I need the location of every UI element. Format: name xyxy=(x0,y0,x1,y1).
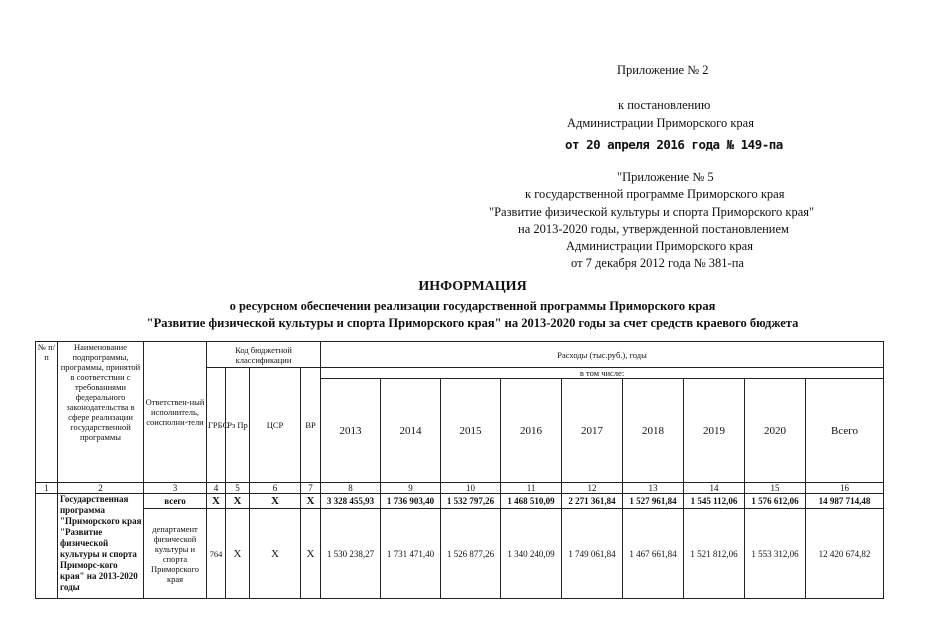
index-cell: 6 xyxy=(250,483,301,494)
rzpr-cell: X xyxy=(226,494,250,509)
col-head-total: Всего xyxy=(806,379,884,483)
value-cell: 12 420 674,82 xyxy=(806,509,884,599)
value-cell: 1 521 812,06 xyxy=(684,509,745,599)
appendix-label: Приложение № 2 xyxy=(617,63,709,77)
value-cell: 1 527 961,84 xyxy=(623,494,684,509)
index-cell: 12 xyxy=(562,483,623,494)
vr-cell: X xyxy=(301,509,321,599)
resource-table xyxy=(35,341,884,599)
document-subtitle-1: о ресурсном обеспечении реализации государственной программы Приморского края xyxy=(229,299,716,313)
value-cell: 3 328 455,93 xyxy=(321,494,381,509)
index-cell: 15 xyxy=(745,483,806,494)
value-cell: 1 532 797,26 xyxy=(441,494,501,509)
index-cell: 1 xyxy=(36,483,58,494)
col-head-year: 2020 xyxy=(745,379,806,483)
value-cell: 1 340 240,09 xyxy=(501,509,562,599)
index-cell: 2 xyxy=(58,483,144,494)
index-cell: 9 xyxy=(381,483,441,494)
value-cell: 2 271 361,84 xyxy=(562,494,623,509)
index-cell: 3 xyxy=(144,483,207,494)
document-title: ИНФОРМАЦИЯ xyxy=(418,279,527,294)
value-cell: 1 576 612,06 xyxy=(745,494,806,509)
grbs-cell: X xyxy=(207,494,226,509)
index-cell: 10 xyxy=(441,483,501,494)
csr-cell: X xyxy=(250,509,301,599)
col-head-year: 2019 xyxy=(684,379,745,483)
csr-cell: X xyxy=(250,494,301,509)
col-head-csr: ЦСР xyxy=(250,368,301,483)
resp-total-cell: всего xyxy=(144,494,207,509)
col-head-grbs: ГРБС xyxy=(207,368,226,483)
index-cell: 4 xyxy=(207,483,226,494)
value-cell: 1 749 061,84 xyxy=(562,509,623,599)
value-cell: 1 553 312,06 xyxy=(745,509,806,599)
index-cell: 5 xyxy=(226,483,250,494)
index-cell: 16 xyxy=(806,483,884,494)
col-head-year: 2013 xyxy=(321,379,381,483)
to-resolution-label: к постановлению xyxy=(618,98,711,112)
value-cell: 1 467 661,84 xyxy=(623,509,684,599)
rzpr-cell: X xyxy=(226,509,250,599)
col-head-rzpr: Рз Пр xyxy=(226,368,250,483)
resp-dept-cell: департамент физической культуры и спорта Приморского края xyxy=(144,509,207,599)
col-head-vr: ВР xyxy=(301,368,321,483)
col-head-year: 2016 xyxy=(501,379,562,483)
index-cell: 11 xyxy=(501,483,562,494)
col-head-num: № п/п xyxy=(36,342,58,483)
to-program-label: к государственной программе Приморского края xyxy=(525,187,785,201)
years-approved-label: на 2013-2020 годы, утвержденной постановлением xyxy=(518,222,789,236)
col-head-name: Наименование подпрограммы, программы, принятой в соответствии с требованиями федерального законодательства в сфере реализации государственной программы xyxy=(58,342,144,483)
index-cell: 8 xyxy=(321,483,381,494)
document-subtitle-2: "Развитие физической культуры и спорта Приморского края" на 2013-2020 годы за счет средств краевого бюджета xyxy=(146,316,799,330)
value-cell: 1 545 112,06 xyxy=(684,494,745,509)
col-head-budget-code: Код бюджетной классификации xyxy=(207,342,321,368)
decree-label: от 20 апреля 2016 года № 149-па xyxy=(565,137,783,152)
table-row-dept xyxy=(36,509,884,599)
row-num-cell xyxy=(36,494,58,599)
administration-label: Администрации Приморского края xyxy=(567,116,754,130)
value-cell: 1 731 471,40 xyxy=(381,509,441,599)
value-cell: 1 468 510,09 xyxy=(501,494,562,509)
col-head-year: 2014 xyxy=(381,379,441,483)
col-head-including: в том числе: xyxy=(321,368,884,379)
administration2-label: Администрации Приморского края xyxy=(566,239,753,253)
col-head-resp: Ответствен-ный исполнитель, соисполни-тели xyxy=(144,342,207,483)
grbs-cell: 764 xyxy=(207,509,226,599)
appendix5-label: "Приложение № 5 xyxy=(617,170,714,184)
col-head-expenses: Расходы (тыс.руб.), годы xyxy=(321,342,884,368)
value-cell: 1 526 877,26 xyxy=(441,509,501,599)
vr-cell: X xyxy=(301,494,321,509)
col-head-year: 2015 xyxy=(441,379,501,483)
value-cell: 14 987 714,48 xyxy=(806,494,884,509)
value-cell: 1 736 903,40 xyxy=(381,494,441,509)
value-cell: 1 530 238,27 xyxy=(321,509,381,599)
index-row xyxy=(36,483,884,494)
col-head-year: 2017 xyxy=(562,379,623,483)
program-date-label: от 7 декабря 2012 года № 381-па xyxy=(571,256,744,270)
index-cell: 7 xyxy=(301,483,321,494)
index-cell: 14 xyxy=(684,483,745,494)
table-row-total xyxy=(36,494,884,509)
program-name-cell: Государственная программа "Приморского края "Развитие физической культуры и спорта Приморс-кого края" на 2013-2020 годы xyxy=(58,494,144,599)
index-cell: 13 xyxy=(623,483,684,494)
col-head-year: 2018 xyxy=(623,379,684,483)
program-name-label: "Развитие физической культуры и спорта Приморского края" xyxy=(489,205,815,219)
